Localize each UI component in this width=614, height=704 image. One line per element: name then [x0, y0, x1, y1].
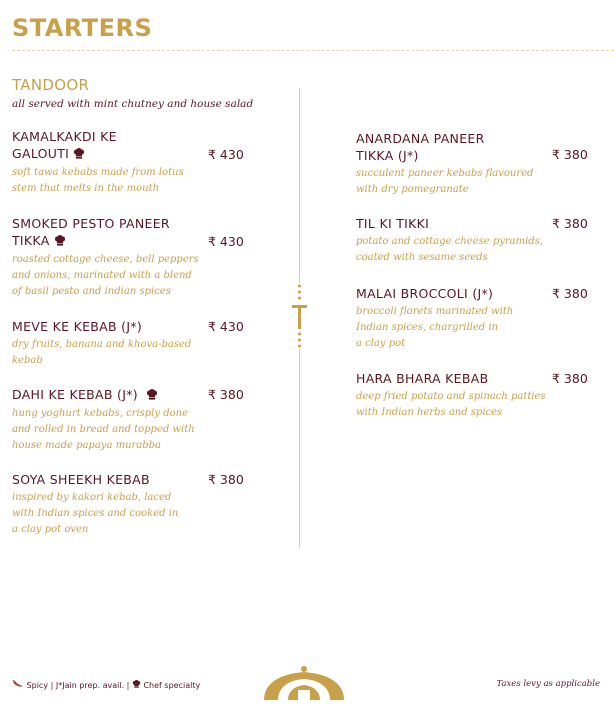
item-description: roasted cottage cheese, bell peppers and onions, marinated with a blend of basil pesto and indian spices: [12, 254, 199, 297]
section-subtitle: all served with mint chutney and house salad: [12, 98, 254, 110]
divider-ornament-icon: [291, 283, 308, 349]
item-description: inspired by kakori kebab, laced with Indian spices and cooked in a clay pot oven: [12, 492, 179, 535]
item-name: SOYA SHEEKH KEBAB: [12, 472, 150, 487]
title-divider: [12, 50, 614, 51]
restaurant-crest-logo: [258, 664, 350, 704]
item-price: ₹ 380: [552, 147, 588, 162]
menu-item-meve-ke-kebab: [12, 318, 244, 369]
chef-hat-icon: [132, 681, 141, 690]
item-price: ₹ 380: [208, 387, 244, 402]
footer-legend: Spicy | J*Jain prep. avail. | Chef specialty: [12, 680, 200, 690]
chili-icon: [12, 681, 24, 690]
item-name: ANARDANA PANEER TIKKA (J*): [356, 131, 485, 163]
menu-item-smoked-pesto-paneer-tikka: [12, 215, 244, 300]
item-price: ₹ 380: [208, 472, 244, 487]
item-description: dry fruits, banana and khova-based kebab: [12, 339, 192, 366]
item-name: MEVE KE KEBAB (J*): [12, 319, 143, 334]
item-price: ₹ 380: [552, 371, 588, 386]
chef-hat-icon: [73, 146, 85, 163]
menu-item-hara-bhara-kebab: [356, 370, 589, 421]
section-title: TANDOOR: [12, 76, 90, 94]
item-name: HARA BHARA KEBAB: [356, 371, 489, 386]
item-name: DAHI KE KEBAB (J*): [12, 386, 244, 404]
item-description: hung yoghurt kebabs, crisply done and rolled in bread and topped with house made papaya murabba: [12, 408, 195, 451]
item-price: ₹ 430: [208, 147, 244, 162]
item-description: deep fried potato and spinach patties with Indian herbs and spices: [356, 391, 546, 418]
menu-item-kamalkakdi-ke-galouti: [12, 128, 244, 197]
menu-item-dahi-ke-kebab: [12, 386, 244, 454]
item-name: SMOKED PESTO PANEER TIKKA: [12, 216, 170, 248]
item-description: broccoli florets marinated with Indian spices, chargrilled in a clay pot: [356, 306, 514, 349]
item-description: soft tawa kebabs made from lotus stem that melts in the mouth: [12, 167, 184, 194]
item-price: ₹ 430: [208, 234, 244, 249]
menu-item-malai-broccoli: [356, 285, 589, 352]
item-name: KAMALKAKDI KE GALOUTI: [12, 129, 117, 161]
page-title: STARTERS: [12, 14, 153, 42]
menu-item-til-ki-tikki: [356, 215, 589, 266]
item-name: MALAI BROCCOLI (J*): [356, 286, 494, 301]
item-price: ₹ 380: [552, 216, 588, 231]
chef-hat-icon: [54, 233, 66, 250]
item-price: ₹ 380: [552, 286, 588, 301]
item-description: potato and cottage cheese pyramids, coated with sesame seeds: [356, 236, 544, 263]
menu-item-anardana-paneer-tikka: [356, 130, 589, 198]
chef-hat-icon: [146, 387, 158, 404]
taxes-note: Taxes levy as applicable: [496, 679, 600, 689]
menu-item-soya-sheekh-kebab: [12, 471, 244, 538]
item-price: ₹ 430: [208, 319, 244, 334]
item-name: TIL KI TIKKI: [356, 216, 430, 231]
item-description: succulent paneer kebabs flavoured with dry pomegranate: [356, 168, 534, 195]
